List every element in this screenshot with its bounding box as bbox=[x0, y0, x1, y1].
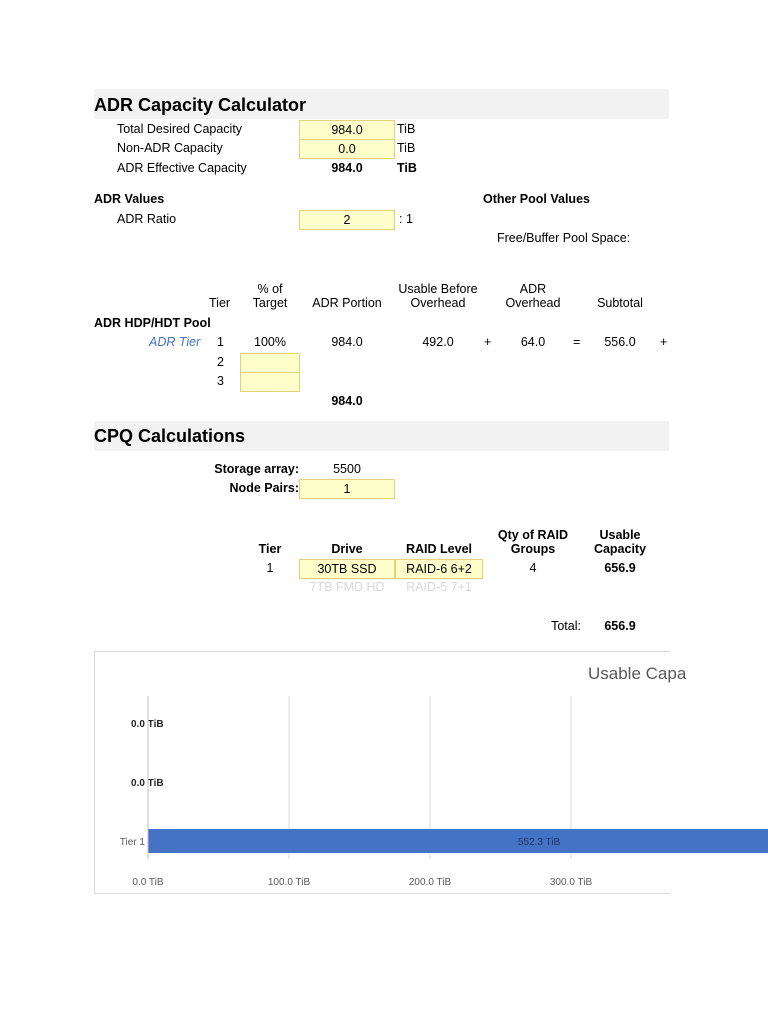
usable-capacity-chart bbox=[94, 651, 687, 894]
pool-row2-tier: 2 bbox=[217, 355, 224, 369]
pool-row1-overhead: 64.0 bbox=[520, 335, 546, 349]
pool-header-pct-1: % of bbox=[257, 282, 283, 296]
total-desired-input[interactable]: 984.0 bbox=[299, 120, 395, 140]
pool-row1-equals: = bbox=[573, 335, 581, 349]
non-adr-label: Non-ADR Capacity bbox=[117, 141, 223, 155]
adr-effective-unit: TiB bbox=[397, 161, 417, 175]
chart-row-value-label: 0.0 TiB bbox=[131, 778, 164, 789]
pool-row3-tier: 3 bbox=[217, 374, 224, 388]
adr-ratio-input[interactable]: 2 bbox=[299, 210, 395, 230]
cpq-row2-drive: 7TB FMD HD bbox=[309, 580, 385, 594]
chart-x-tick-label: 300.0 TiB bbox=[549, 877, 593, 888]
storage-array-label: Storage array: bbox=[214, 462, 299, 476]
cpq-header-tier: Tier bbox=[258, 542, 282, 556]
chart-row-value-label: 0.0 TiB bbox=[131, 719, 164, 730]
other-pool-heading: Other Pool Values bbox=[483, 192, 590, 206]
cpq-row1-qty: 4 bbox=[529, 561, 537, 575]
storage-array-value: 5500 bbox=[333, 462, 361, 476]
pool-label: ADR HDP/HDT Pool bbox=[94, 316, 211, 330]
adr-tier-label: ADR Tier bbox=[149, 335, 201, 349]
pool-row1-subtotal: 556.0 bbox=[604, 335, 636, 349]
chart-x-tick-label: 100.0 TiB bbox=[267, 877, 311, 888]
cpq-header-drive: Drive bbox=[331, 542, 363, 556]
cpq-header-qty-2: Groups bbox=[510, 542, 556, 556]
adr-ratio-label: ADR Ratio bbox=[117, 212, 177, 226]
chart-x-tick-label: 200.0 TiB bbox=[408, 877, 452, 888]
cpq-total-label: Total: bbox=[551, 619, 581, 633]
cpq-row1-raid-select[interactable]: RAID-6 6+2 bbox=[395, 559, 483, 579]
pool-row1-plus: + bbox=[484, 335, 492, 349]
pool-total: 984.0 bbox=[331, 394, 363, 408]
pool-header-overhead-2: Overhead bbox=[505, 296, 561, 310]
adr-ratio-suffix: : 1 bbox=[399, 212, 413, 226]
cpq-row1-drive-select[interactable]: 30TB SSD bbox=[299, 559, 395, 579]
chart-bar bbox=[148, 829, 768, 853]
pool-row1-portion: 984.0 bbox=[331, 335, 363, 349]
pool-header-subtotal: Subtotal bbox=[597, 296, 643, 310]
cpq-header-raid: RAID Level bbox=[406, 542, 472, 556]
cpq-header-qty-1: Qty of RAID bbox=[497, 528, 569, 542]
chart-category-label: Tier 1 bbox=[119, 837, 145, 848]
pool-row1-usable: 492.0 bbox=[422, 335, 454, 349]
chart-data-label: 552.3 TiB bbox=[517, 837, 561, 848]
cpq-total-value: 656.9 bbox=[604, 619, 636, 633]
node-pairs-input[interactable]: 1 bbox=[299, 479, 395, 499]
adr-values-heading: ADR Values bbox=[94, 192, 165, 206]
cpq-section-title: CPQ Calculations bbox=[94, 426, 246, 446]
pool-header-usable-2: Overhead bbox=[410, 296, 466, 310]
chart-plot-area bbox=[95, 652, 671, 895]
pool-header-adr-portion: ADR Portion bbox=[312, 296, 382, 310]
pool-row3-pct-input[interactable] bbox=[240, 372, 300, 392]
adr-effective-value: 984.0 bbox=[331, 161, 363, 175]
pool-header-tier: Tier bbox=[209, 296, 231, 310]
pool-row1-tier: 1 bbox=[217, 335, 224, 349]
total-desired-label: Total Desired Capacity bbox=[117, 122, 243, 136]
pool-header-usable-1: Usable Before bbox=[398, 282, 478, 296]
cpq-row2-raid: RAID-5 7+1 bbox=[406, 580, 472, 594]
adr-section-title: ADR Capacity Calculator bbox=[94, 95, 307, 115]
pool-header-pct-2: Target bbox=[252, 296, 288, 310]
non-adr-input[interactable]: 0.0 bbox=[299, 139, 395, 159]
non-adr-unit: TiB bbox=[397, 141, 416, 155]
adr-effective-label: ADR Effective Capacity bbox=[117, 161, 247, 175]
chart-title: Usable Capa bbox=[588, 664, 687, 683]
chart-x-tick-label: 0.0 TiB bbox=[132, 877, 164, 888]
pool-row1-pct: 100% bbox=[254, 335, 286, 349]
pool-row2-pct-input[interactable] bbox=[240, 353, 300, 373]
total-desired-unit: TiB bbox=[397, 122, 416, 136]
node-pairs-label: Node Pairs: bbox=[229, 481, 299, 495]
free-buffer-label: Free/Buffer Pool Space: bbox=[497, 231, 631, 245]
cpq-row1-usable: 656.9 bbox=[604, 561, 636, 575]
cpq-header-usable-2: Capacity bbox=[593, 542, 647, 556]
cpq-row1-tier: 1 bbox=[266, 561, 274, 575]
pool-row1-plus2: + bbox=[660, 335, 668, 349]
cpq-header-usable-1: Usable bbox=[599, 528, 641, 542]
pool-header-overhead-1: ADR bbox=[519, 282, 547, 296]
